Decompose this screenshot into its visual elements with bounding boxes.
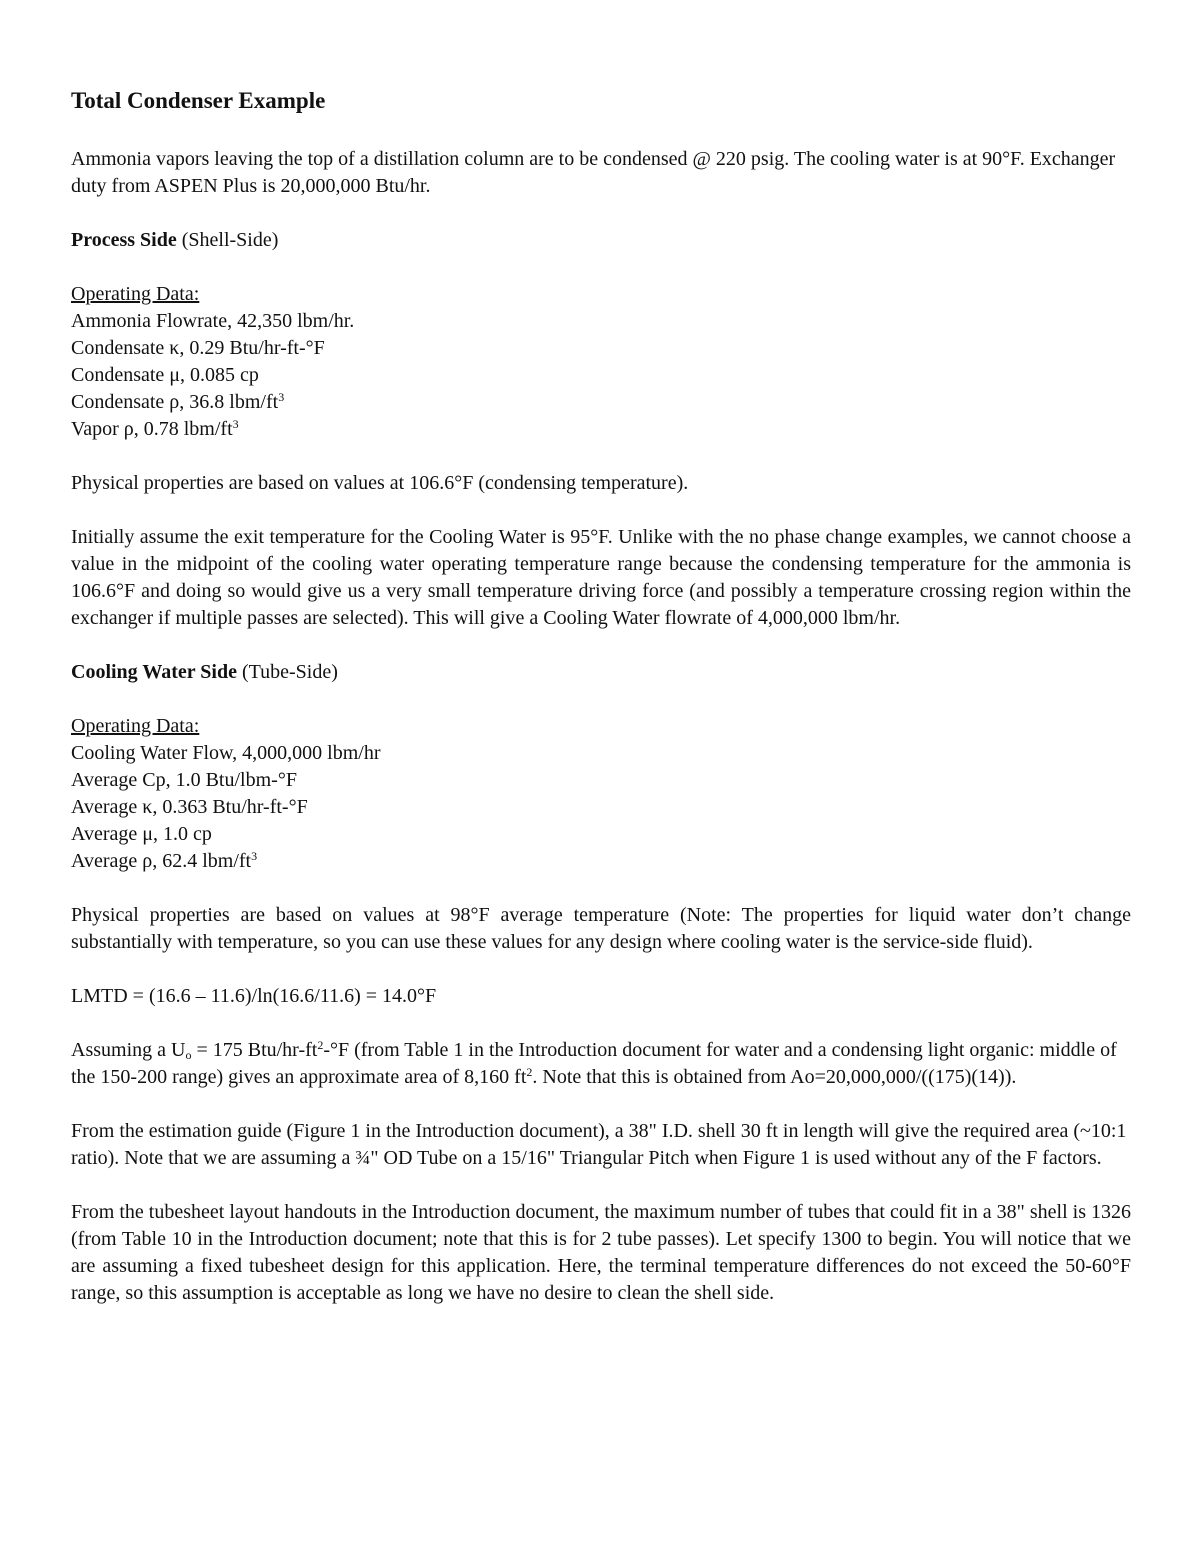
cooling-side-heading-bold: Cooling Water Side [71, 661, 237, 683]
assuming-paragraph: Assuming a $U_o = 175$ Btu/$hr-ft^2-^\circ F$ (from Table 1 in the Introduction document for water and a condensing light organic: middle of the 150-200 range) gives an approximate area of 8,160 $ft^2$. Note that this is obtained from Ao=20,000,000/((175)(14)). [71, 1038, 1117, 1088]
process-data-item: Vapor ρ, 0.78 lbm/$ft^3$ [71, 417, 239, 440]
cooling-data-item: Average μ, 1.0 cp [71, 823, 212, 845]
cooling-data-item: Average ρ, 62.4 lbm/$ft^3$ [71, 849, 258, 872]
process-data-item: Condensate μ, 0.085 cp [71, 364, 259, 386]
process-side-heading [71, 227, 1131, 254]
estimation-paragraph: From the estimation guide (Figure 1 in the Introduction document), a 38" I.D. shell 30 ft in length will give the required area (~10:1 ratio). Note that we are assuming a ¾" OD Tube on a 15/16" Triangular Pitch when Figure 1 is used without any of the F factors. [71, 1120, 1127, 1169]
cooling-side-heading [71, 659, 1131, 686]
process-data-item: Condensate ρ, 36.8 lbm/$ft^3$ [71, 390, 285, 413]
cooling-operating-label: Operating Data: [71, 715, 200, 737]
lmtd-equation: LMTD = (16.6 – 11.6)/ln(16.6/11.6) = 14.0°F [71, 985, 437, 1007]
process-side-heading-bold: Process Side [71, 229, 177, 251]
tubesheet-paragraph: From the tubesheet layout handouts in the Introduction document, the maximum number of tubes that could fit in a 38" shell is 1326 (from Table 10 in the Introduction document; note that this is for 2 tube passes). Let specify 1300 to begin. You will notice that we are assuming a fixed tubesheet design for this application. Here, the terminal temperature differences do not exceed the 50-60°F range, so this assumption is acceptable as long we have no desire to clean the shell side. [71, 1201, 1131, 1304]
process-side-qualifier: (Shell-Side) [176, 229, 279, 251]
cooling-data-item: Average Cp, 1.0 Btu/lbm-°F [71, 769, 297, 791]
intro-paragraph: Ammonia vapors leaving the top of a distillation column are to be condensed @ 220 psig. The cooling water is at 90°F. Exchanger duty from ASPEN Plus is 20,000,000 Btu/hr. [71, 148, 1116, 197]
document-page [71, 84, 1131, 1334]
process-operating-data [71, 281, 1131, 443]
process-operating-label: Operating Data: [71, 283, 200, 305]
cooling-operating-data [71, 713, 1131, 875]
cooling-data-item: Cooling Water Flow, 4,000,000 lbm/hr [71, 742, 381, 764]
process-data-item: Condensate κ, 0.29 Btu/hr-ft-°F [71, 337, 325, 359]
process-data-item: Ammonia Flowrate, 42,350 lbm/hr. [71, 310, 355, 332]
cooling-properties-note: Physical properties are based on values at 98°F average temperature (Note: The properties for liquid water don’t change substantially with temperature, so you can use these values for any design where cooling water is the service-side fluid). [71, 904, 1131, 953]
cooling-data-item: Average κ, 0.363 Btu/hr-ft-°F [71, 796, 308, 818]
cooling-side-qualifier: (Tube-Side) [236, 661, 338, 683]
process-properties-note: Physical properties are based on values at 106.6°F (condensing temperature). [71, 472, 689, 494]
exit-temperature-assumption: Initially assume the exit temperature for the Cooling Water is 95°F. Unlike with the no phase change examples, we cannot choose a value in the midpoint of the cooling water operating temperature range because the condensing temperature for the ammonia is 106.6°F and doing so would give us a very small temperature driving force (and possibly a temperature crossing region within the exchanger if multiple passes are selected). This will give a Cooling Water flowrate of 4,000,000 lbm/hr. [71, 526, 1131, 629]
document-title: Total Condenser Example [71, 88, 326, 113]
